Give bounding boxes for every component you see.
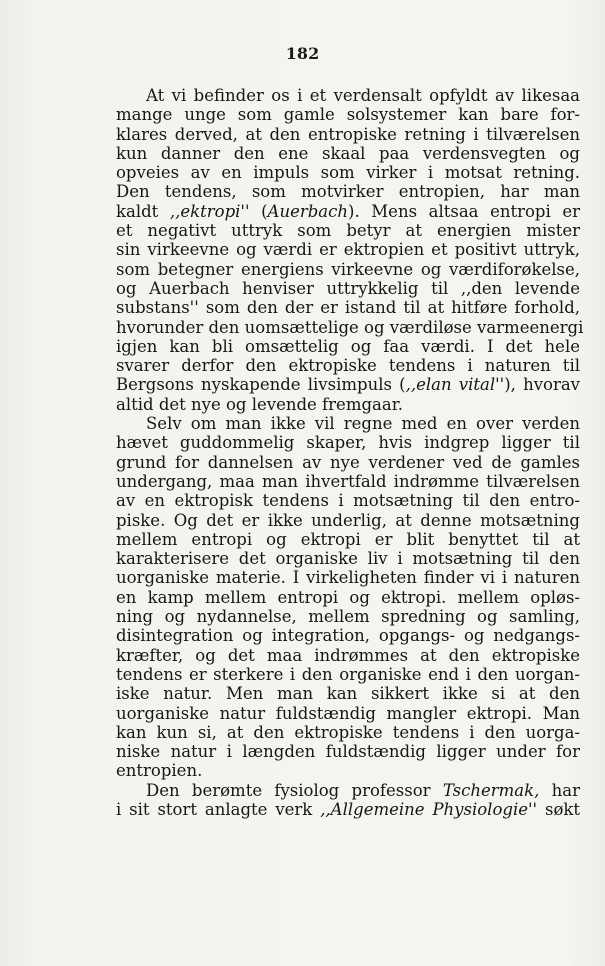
text-line (116, 105, 580, 124)
text-segment: mange unge som gamle solsystemer kan bare for- (116, 105, 580, 125)
text-line (116, 742, 580, 761)
text-line (116, 337, 580, 356)
text-line (116, 356, 580, 375)
italic-text: Tschermak, (442, 780, 540, 800)
text-line (116, 125, 580, 144)
text-segment: kaldt (116, 201, 170, 221)
text-line (116, 781, 580, 800)
text-segment: piske. Og det er ikke underlig, at denne motsætning (116, 510, 580, 530)
text-segment: iske natur. Men man kan sikkert ikke si at den (116, 684, 580, 704)
text-segment: av en ektropisk tendens i motsætning til den entro- (116, 491, 580, 511)
text-line (116, 395, 580, 414)
text-segment: sin virkeevne og værdi er ektropien et positivt uttryk, (116, 240, 580, 260)
text-segment: ning og nydannelse, mellem spredning og samling, (116, 607, 580, 627)
text-segment: grund for dannelsen av nye verdener ved de gamles (116, 452, 580, 472)
text-segment: et negativt uttryk som betyr at energien mister (116, 221, 580, 241)
text-line (116, 800, 580, 819)
text-line (116, 646, 580, 665)
italic-text: ,,elan vital'' (405, 375, 505, 395)
text-segment: og Auerbach henviser uttrykkelig til ,,den levende (116, 278, 580, 298)
text-segment: tendens er sterkere i den organiske end i den uorgan- (116, 664, 580, 684)
text-line (116, 704, 580, 723)
text-line (116, 588, 580, 607)
text-segment: ( (249, 201, 268, 221)
italic-text: Auerbach (267, 201, 349, 221)
italic-text: ,,ektropi'' (169, 201, 250, 221)
text-line (116, 723, 580, 742)
text-line (116, 221, 580, 240)
text-line (116, 491, 580, 510)
text-line (116, 260, 580, 279)
text-segment: kan kun si, at den ektropiske tendens i den uorga- (116, 722, 580, 742)
text-segment: opveies av en impuls som virker i motsat retning. (116, 163, 580, 183)
text-line (116, 414, 580, 433)
text-segment: uorganiske natur fuldstændig mangler ektropi. Man (116, 703, 580, 723)
page-number: 182 (285, 44, 320, 63)
text-segment: mellem entropi og ektropi er blit benyttet til at (116, 529, 580, 549)
text-line (116, 549, 580, 568)
text-segment: Den berømte fysiolog professor (146, 780, 443, 800)
text-segment: kun danner den ene skaal paa verdensvegten og (116, 143, 580, 163)
text-line (116, 144, 580, 163)
text-segment: kræfter, og det maa indrømmes at den ektropiske (116, 645, 580, 665)
text-line (116, 607, 580, 626)
italic-text: ,,Allgemeine Physiologie'' (320, 799, 538, 819)
text-line (116, 163, 580, 182)
text-segment: hvorunder den uomsættelige og værdiløse varmeenergi (116, 317, 584, 337)
text-segment: klares derved, at den entropiske retning i tilværelsen (116, 124, 580, 144)
text-segment: Bergsons nyskapende livsimpuls ( (116, 375, 406, 395)
text-segment: i sit stort anlagte verk (116, 799, 321, 819)
text-segment: At vi befinder os i et verdensalt opfyldt av likesaa (146, 86, 580, 105)
text-line (116, 202, 580, 221)
text-line (116, 665, 580, 684)
text-segment: niske natur i længden fuldstændig ligger under for (116, 742, 580, 762)
text-line (116, 279, 580, 298)
text-line (116, 182, 580, 201)
text-segment: søkt (537, 799, 581, 819)
text-line (116, 453, 580, 472)
text-segment: igjen kan bli omsættelig og faa værdi. I det hele (116, 336, 580, 356)
text-line (116, 240, 580, 259)
text-line (116, 298, 580, 317)
text-line (116, 684, 580, 703)
text-segment: undergang, maa man ihvertfald indrømme tilværelsen (116, 471, 580, 491)
text-segment: svarer derfor den ektropiske tendens i naturen til (116, 356, 580, 376)
text-line (116, 433, 580, 452)
text-segment: Den tendens, som motvirker entropien, har man (116, 182, 580, 202)
text-segment: som betegner energiens virkeevne og værdiforøkelse, (116, 259, 580, 279)
text-segment: har (539, 780, 580, 800)
text-line (116, 568, 580, 587)
body-text (116, 86, 584, 819)
text-line (116, 472, 580, 491)
text-line (116, 530, 580, 549)
text-segment: altid det nye og levende fremgaar. (116, 394, 404, 414)
text-line (116, 761, 580, 780)
text-line (116, 511, 580, 530)
text-line (116, 86, 580, 105)
text-segment: substans'' som den der er istand til at hitføre forhold, (116, 298, 580, 318)
text-segment: uorganiske materie. I virkeligheten finder vi i naturen (116, 568, 580, 588)
text-segment: entropien. (116, 761, 203, 781)
text-line (116, 317, 584, 337)
text-line (116, 375, 580, 394)
text-segment: en kamp mellem entropi og ektropi. mellem opløs- (116, 587, 580, 607)
text-segment: hævet guddommelig skaper, hvis indgrep ligger til (116, 433, 580, 453)
text-segment: ). Mens altsaa entropi er (348, 201, 580, 221)
text-line (116, 626, 580, 645)
text-segment: karakterisere det organiske liv i motsætning til den (116, 549, 580, 569)
text-segment: ), hvorav (504, 375, 581, 395)
text-segment: disintegration og integration, opgangs- og nedgangs- (116, 626, 580, 646)
text-segment: Selv om man ikke vil regne med en over verden (146, 414, 580, 434)
